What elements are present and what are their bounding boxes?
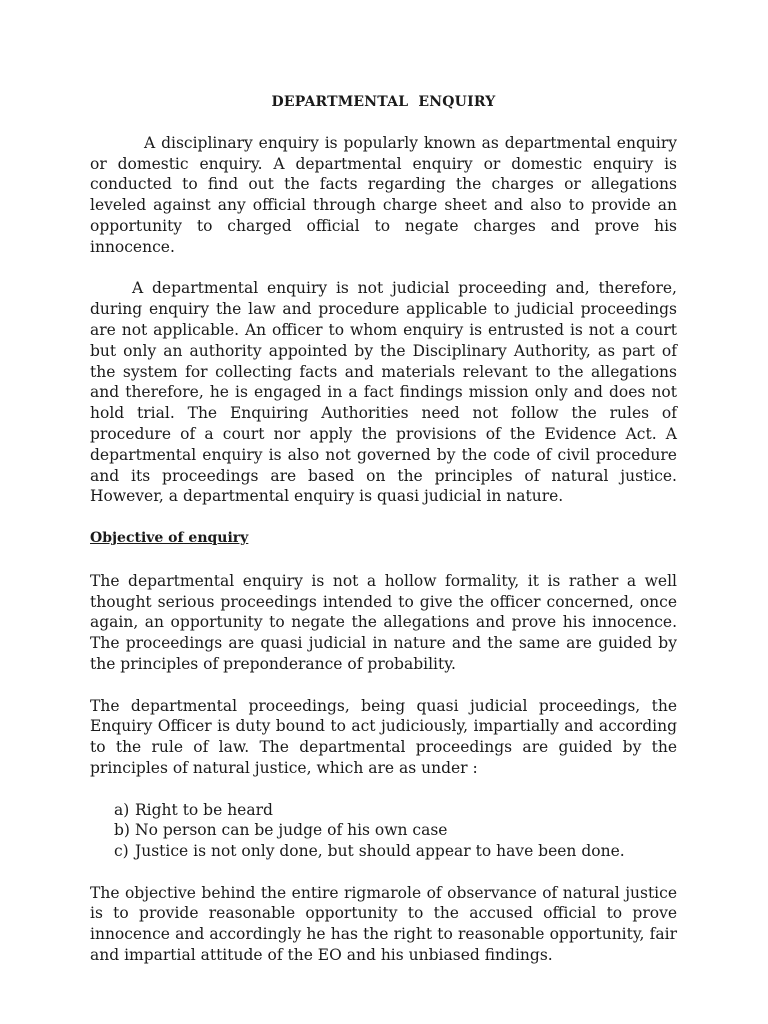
list-marker: c) — [114, 842, 129, 861]
intro-paragraph-2: A departmental enquiry is not judicial proceeding and, therefore, during enquiry the law and procedure applicable to judicial proceedings are not applicable. An officer to whom enquiry is entrusted is not a court but only an authority appointed by the Disciplinary Authority, as part of the system for collecting facts and materials relevant to the allegations and therefore, he is engaged in a fact findings mission only and does not hold trial. The Enquiring Authorities need not follow the rules of procedure of a court nor apply the provisions of the Evidence Act. A departmental enquiry is also not governed by the code of civil procedure and its proceedings are based on the principles of natural justice. However, a departmental enquiry is quasi judicial in nature. — [90, 279, 677, 506]
objective-paragraph-1: The departmental enquiry is not a hollow formality, it is rather a well thought serious proceedings intended to give the officer concerned, once again, an opportunity to negate the allegations and prove his innocence. The proceedings are quasi judicial in nature and the same are guided by the principles of preponderance of probability. — [90, 571, 677, 673]
document-title: DEPARTMENTAL ENQUIRY — [271, 94, 496, 110]
document-page — [90, 92, 677, 987]
list-item-text: Justice is not only done, but should appear to have been done. — [135, 842, 625, 861]
list-marker: b) — [114, 821, 130, 840]
intro-paragraph-1: A disciplinary enquiry is popularly known as departmental enquiry or domestic enquiry. A departmental enquiry or domestic enquiry is conducted to find out the facts regarding the charges or allegations leveled against any official through charge sheet and also to provide an opportunity to charged official to negate charges and prove his innocence. — [90, 133, 677, 256]
list-item — [114, 820, 677, 841]
list-item-text: Right to be heard — [135, 800, 273, 819]
list-item-text: No person can be judge of his own case — [135, 821, 448, 840]
list-marker: a) — [114, 800, 130, 819]
natural-justice-list — [90, 800, 677, 862]
section-heading: Objective of enquiry — [90, 529, 249, 546]
closing-paragraph: The objective behind the entire rigmarole of observance of natural justice is to provide reasonable opportunity to the accused official to prove innocence and accordingly he has the right to reasonable opportunity, fair and impartial attitude of the EO and his unbiased findings. — [90, 883, 677, 965]
list-item — [114, 841, 677, 862]
list-item — [114, 800, 677, 821]
objective-paragraph-2: The departmental proceedings, being quasi judicial proceedings, the Enquiry Officer is duty bound to act judiciously, impartially and according to the rule of law. The departmental proceedings are guided by the principles of natural justice, which are as under : — [90, 696, 677, 777]
